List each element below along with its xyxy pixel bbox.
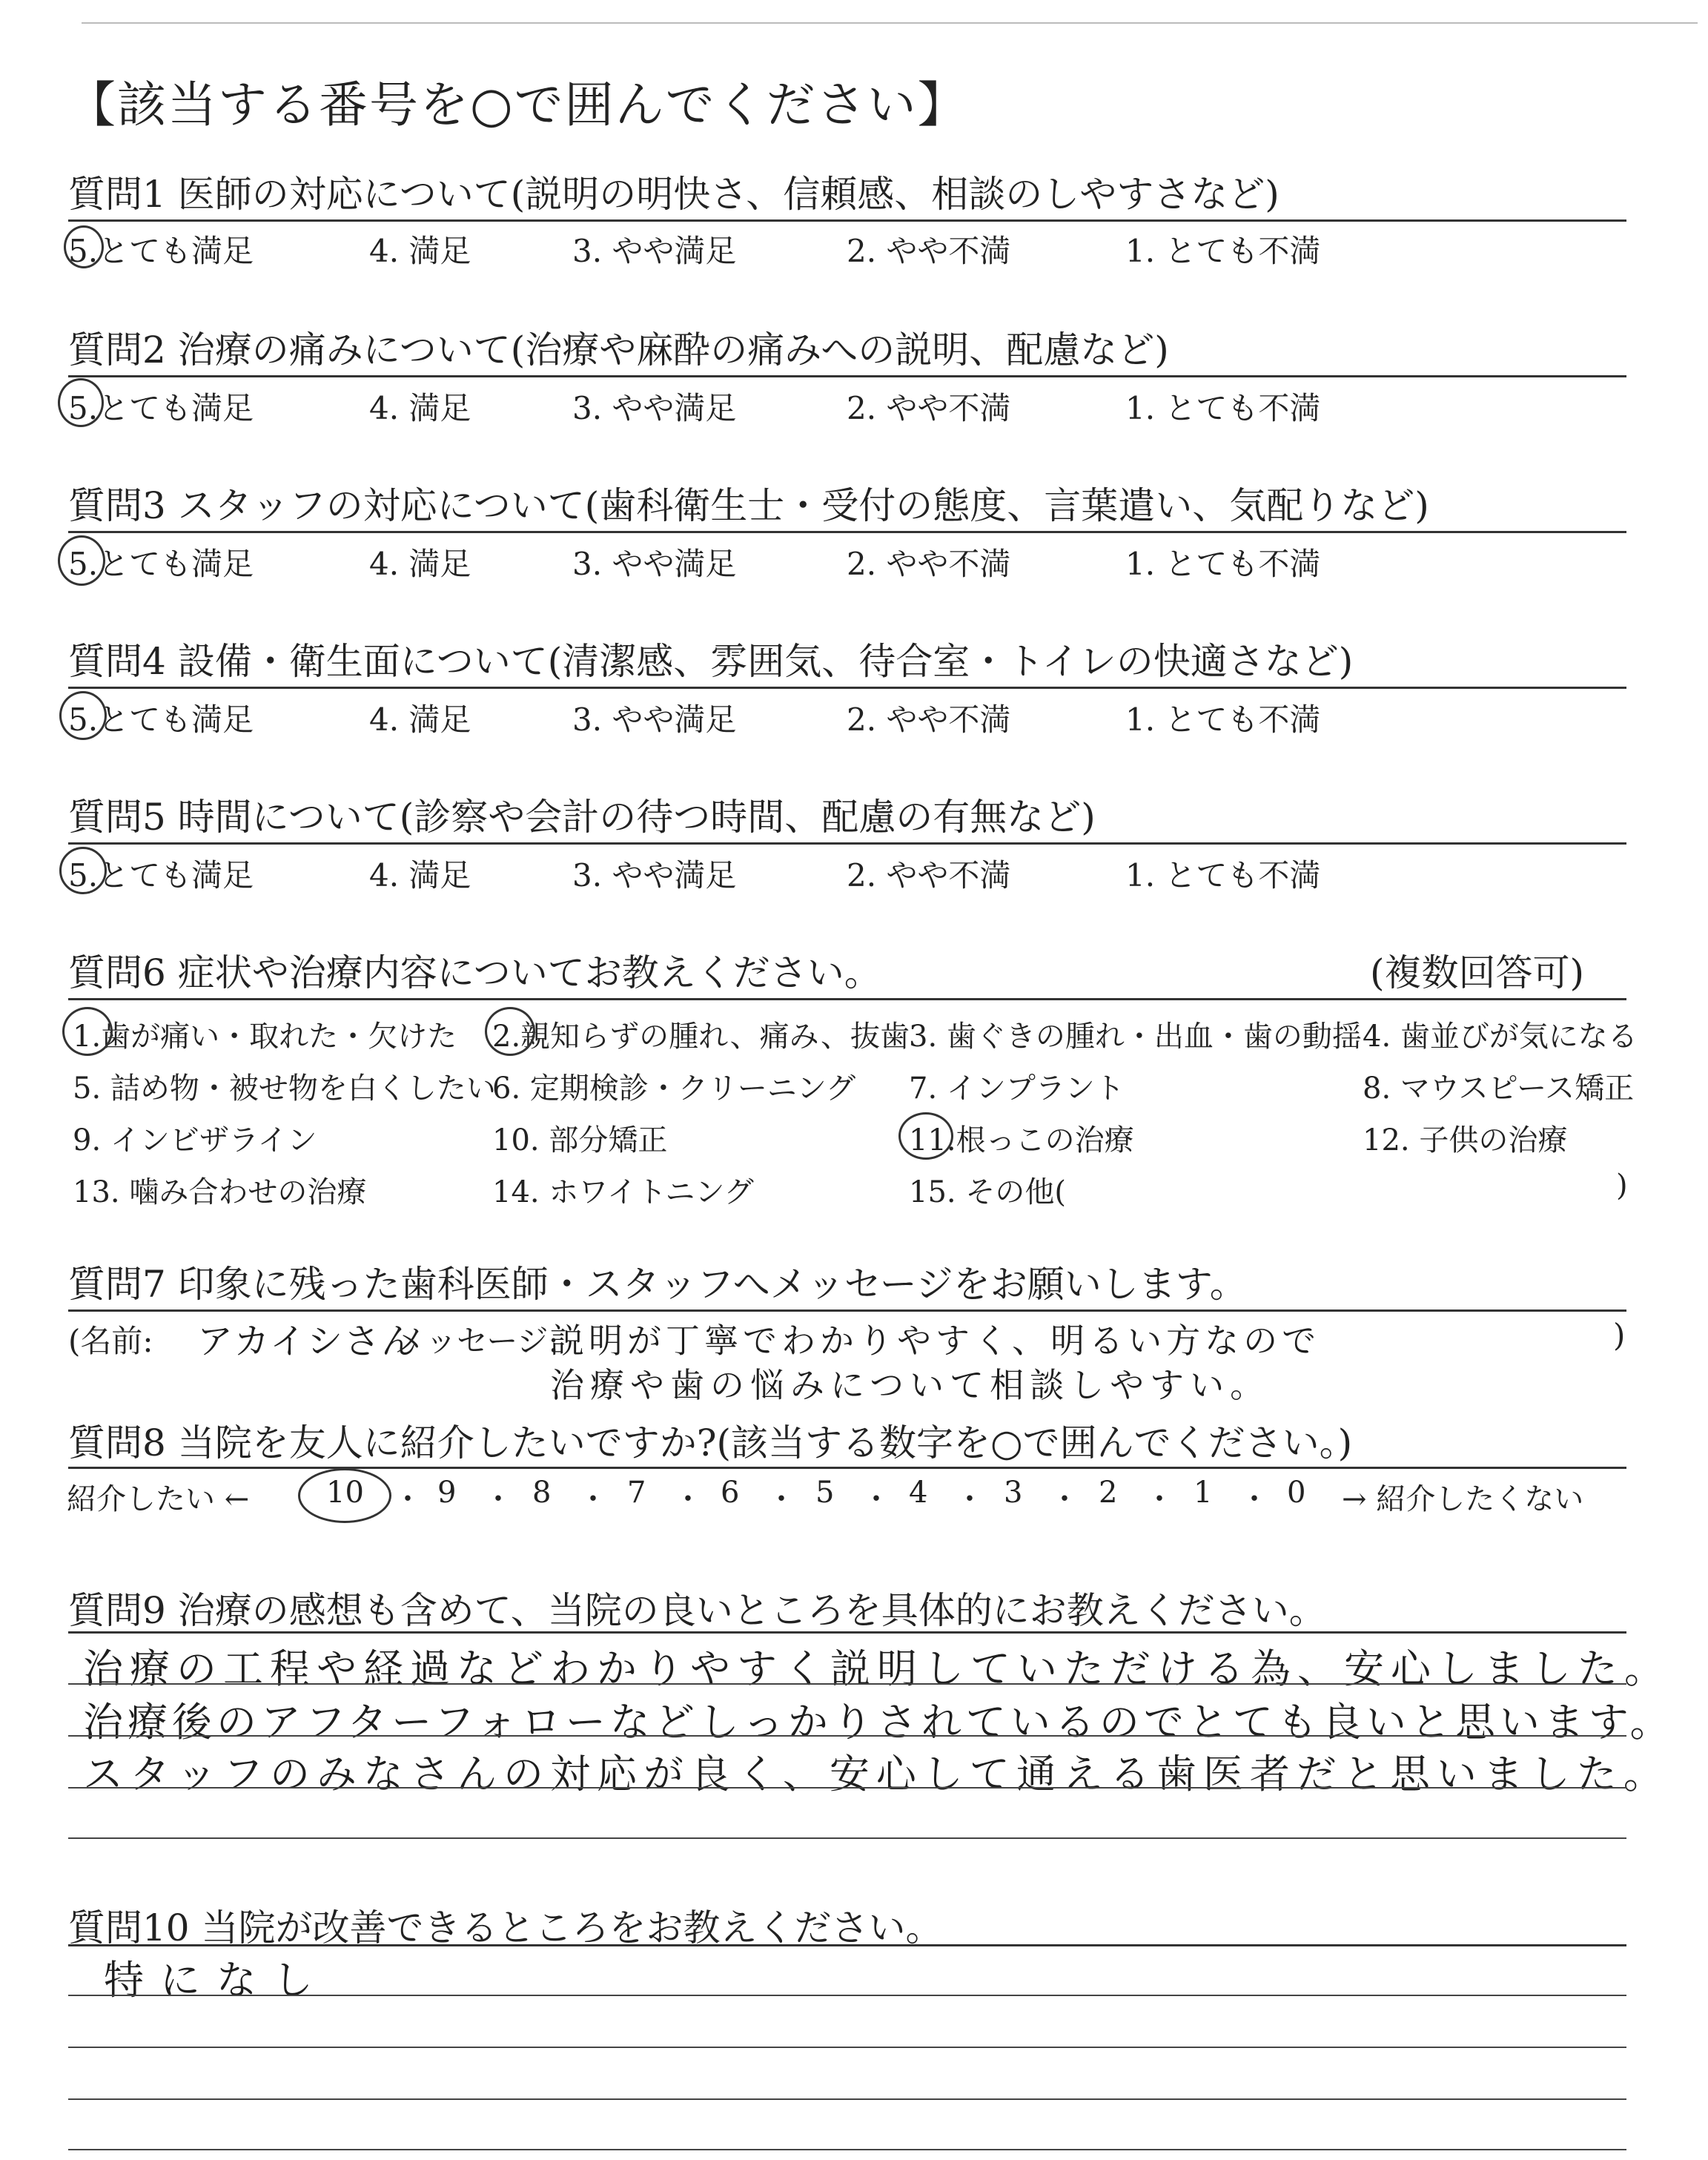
q8-scale-4[interactable]: 4: [909, 1476, 928, 1510]
q9-line-2: [68, 1735, 1626, 1737]
question-5-label: 質問5 時間について(診察や会計の待つ時間、配慮の有無など): [68, 796, 1096, 839]
q9-answer-line-2[interactable]: 治療後のアフターフォローなどしっかりされているのでとても良いと思います。: [83, 1699, 1675, 1745]
q5-option-4[interactable]: 4. 満足: [369, 857, 471, 894]
q10-answer[interactable]: 特になし: [104, 1957, 329, 2004]
question-9-rule: [68, 1631, 1626, 1634]
top-border: [82, 22, 1698, 24]
q2-option-2[interactable]: 2. やや不満: [847, 390, 1011, 426]
q6-option-8[interactable]: 8. マウスピース矯正: [1363, 1071, 1635, 1106]
q3-option-5[interactable]: 5.とても満足: [68, 546, 254, 582]
q10-line-4: [68, 2149, 1626, 2150]
q4-option-4[interactable]: 4. 満足: [369, 701, 471, 738]
question-5-rule: [68, 842, 1626, 845]
q7-message-line-1[interactable]: 説明が丁寧でわかりやすく、明るい方なので: [550, 1321, 1321, 1361]
q6-option-14[interactable]: 14. ホワイトニング: [492, 1175, 754, 1209]
q8-scale-dot: ・: [1239, 1482, 1269, 1516]
q7-message-label: メッセージ:: [394, 1323, 559, 1359]
question-2-rule: [68, 375, 1626, 377]
q1-option-5[interactable]: 5.とても満足: [68, 233, 254, 269]
q10-line-2: [68, 2047, 1626, 2048]
question-8-rule: [68, 1467, 1626, 1469]
q8-scale-8[interactable]: 8: [532, 1476, 552, 1510]
q5-option-2[interactable]: 2. やや不満: [847, 857, 1011, 894]
q4-option-1[interactable]: 1. とても不満: [1125, 701, 1321, 738]
question-8-label: 質問8 当院を友人に紹介したいですか?(該当する数字を○で囲んでください。): [68, 1421, 1353, 1464]
question-6-rule: [68, 998, 1626, 1000]
q6-option-4[interactable]: 4. 歯並びが気になる: [1363, 1020, 1638, 1054]
q8-scale-1[interactable]: 1: [1194, 1476, 1213, 1510]
question-1-rule: [68, 219, 1626, 222]
q6-option-12[interactable]: 12. 子供の治療: [1363, 1123, 1568, 1157]
q1-option-3[interactable]: 3. やや満足: [572, 233, 737, 269]
q4-option-2[interactable]: 2. やや不満: [847, 701, 1011, 738]
q6-selection-circle-11: [898, 1112, 953, 1160]
question-10-rule: [68, 1944, 1626, 1946]
q8-scale-6[interactable]: 6: [721, 1476, 740, 1510]
q2-option-1[interactable]: 1. とても不満: [1125, 390, 1321, 426]
q8-scale-5[interactable]: 5: [815, 1476, 835, 1510]
q7-name-value[interactable]: アカイシさん: [197, 1321, 419, 1362]
q4-option-5[interactable]: 5.とても満足: [68, 701, 254, 738]
q6-option-3[interactable]: 3. 歯ぐきの腫れ・出血・歯の動揺: [909, 1020, 1362, 1054]
question-1-label: 質問1 医師の対応について(説明の明快さ、信頼感、相談のしやすさなど): [68, 173, 1280, 216]
q1-option-1[interactable]: 1. とても不満: [1125, 233, 1321, 269]
q6-option-15[interactable]: 15. その他(: [909, 1175, 1066, 1209]
question-2-label: 質問2 治療の痛みについて(治療や麻酔の痛みへの説明、配慮など): [68, 328, 1169, 371]
q10-line-3: [68, 2098, 1626, 2100]
q6-option-7[interactable]: 7. インプラント: [909, 1071, 1125, 1106]
q1-option-4[interactable]: 4. 満足: [369, 233, 471, 269]
q7-message-line-2[interactable]: 治療や歯の悩みについて相談しやすい。: [550, 1365, 1271, 1405]
q8-scale-dot: ・: [1145, 1482, 1174, 1516]
q8-scale-dot: ・: [393, 1482, 423, 1516]
q5-option-1[interactable]: 1. とても不満: [1125, 857, 1321, 894]
q4-selection-circle: [59, 691, 107, 740]
q2-option-5[interactable]: 5.とても満足: [68, 390, 254, 426]
q10-line-1: [68, 1995, 1626, 1996]
q5-option-5[interactable]: 5.とても満足: [68, 857, 254, 894]
q2-option-3[interactable]: 3. やや満足: [572, 390, 737, 426]
q6-selection-circle-1: [62, 1007, 113, 1056]
q2-selection-circle: [58, 378, 104, 427]
q3-option-1[interactable]: 1. とても不満: [1125, 546, 1321, 582]
q8-scale-0[interactable]: 0: [1287, 1476, 1306, 1510]
q6-option-10[interactable]: 10. 部分矯正: [492, 1123, 668, 1157]
q8-scale-3[interactable]: 3: [1004, 1476, 1023, 1510]
q8-right-label: → 紹介したくない: [1342, 1482, 1584, 1516]
q1-selection-circle: [64, 225, 104, 268]
q3-option-4[interactable]: 4. 満足: [369, 546, 471, 582]
q9-answer-line-1[interactable]: 治療の工程や経過などわかりやすく説明していただける為、安心しました。: [83, 1645, 1671, 1692]
q7-close-paren: ): [1613, 1317, 1626, 1353]
q6-option-1[interactable]: 1.歯が痛い・取れた・欠けた: [73, 1020, 457, 1054]
question-6-label: 質問6 症状や治療内容についてお教えください。: [68, 951, 881, 994]
q8-scale-dot: ・: [1050, 1482, 1079, 1516]
question-6-note: (複数回答可): [1370, 951, 1585, 994]
question-3-label: 質問3 スタッフの対応について(歯科衛生士・受付の態度、言葉遣い、気配りなど): [68, 484, 1429, 527]
q9-line-1: [68, 1683, 1626, 1685]
q9-line-3: [68, 1787, 1626, 1789]
q8-scale-9[interactable]: 9: [437, 1476, 457, 1510]
q8-scale-dot: ・: [673, 1482, 703, 1516]
q8-scale-dot: ・: [767, 1482, 796, 1516]
question-4-rule: [68, 687, 1626, 689]
q3-option-3[interactable]: 3. やや満足: [572, 546, 737, 582]
q6-option-5[interactable]: 5. 詰め物・被せ物を白くしたい: [73, 1071, 496, 1106]
q1-option-2[interactable]: 2. やや不満: [847, 233, 1011, 269]
q8-selection-circle: [298, 1468, 391, 1523]
question-3-rule: [68, 531, 1626, 533]
q8-scale-dot: ・: [861, 1482, 891, 1516]
page-title: 【該当する番号を○で囲んでください】: [67, 76, 968, 133]
question-7-label: 質問7 印象に残った歯科医師・スタッフへメッセージをお願いします。: [68, 1263, 1247, 1306]
question-7-rule: [68, 1309, 1626, 1312]
q5-option-3[interactable]: 3. やや満足: [572, 857, 737, 894]
q8-scale-dot: ・: [955, 1482, 984, 1516]
q3-selection-circle: [58, 535, 105, 586]
question-9-label: 質問9 治療の感想も含めて、当院の良いところを具体的にお教えください。: [68, 1589, 1326, 1632]
q8-scale-dot: ・: [483, 1482, 513, 1516]
q7-name-label: (名前:: [68, 1323, 153, 1359]
q8-left-label: 紹介したい ←: [67, 1482, 250, 1516]
q4-option-3[interactable]: 3. やや満足: [572, 701, 737, 738]
question-4-label: 質問4 設備・衛生面について(清潔感、雰囲気、待合室・トイレの快適さなど): [68, 640, 1354, 683]
q6-option-6[interactable]: 6. 定期検診・クリーニング: [492, 1071, 856, 1106]
q8-scale-2[interactable]: 2: [1099, 1476, 1118, 1510]
q9-line-4: [68, 1837, 1626, 1839]
question-10-label: 質問10 当院が改善できるところをお教えください。: [68, 1906, 943, 1949]
q8-scale-7[interactable]: 7: [627, 1476, 646, 1510]
q6-selection-circle-2: [485, 1007, 535, 1056]
q8-scale-10[interactable]: 10: [326, 1476, 364, 1510]
q3-option-2[interactable]: 2. やや不満: [847, 546, 1011, 582]
q6-option-9[interactable]: 9. インビザライン: [73, 1123, 317, 1157]
q6-option-13[interactable]: 13. 噛み合わせの治療: [73, 1175, 367, 1209]
q6-option-2[interactable]: 2.親知らずの腫れ、痛み、抜歯: [492, 1020, 910, 1054]
q8-scale-dot: ・: [578, 1482, 608, 1516]
q6-option-15-close: ): [1616, 1169, 1628, 1203]
q5-selection-circle: [59, 847, 107, 894]
q2-option-4[interactable]: 4. 満足: [369, 390, 471, 426]
q9-answer-line-3[interactable]: スタッフのみなさんの対応が良く、安心して通える歯医者だと思いました。: [83, 1751, 1670, 1797]
q6-option-11[interactable]: 11.根っこの治療: [909, 1123, 1134, 1157]
